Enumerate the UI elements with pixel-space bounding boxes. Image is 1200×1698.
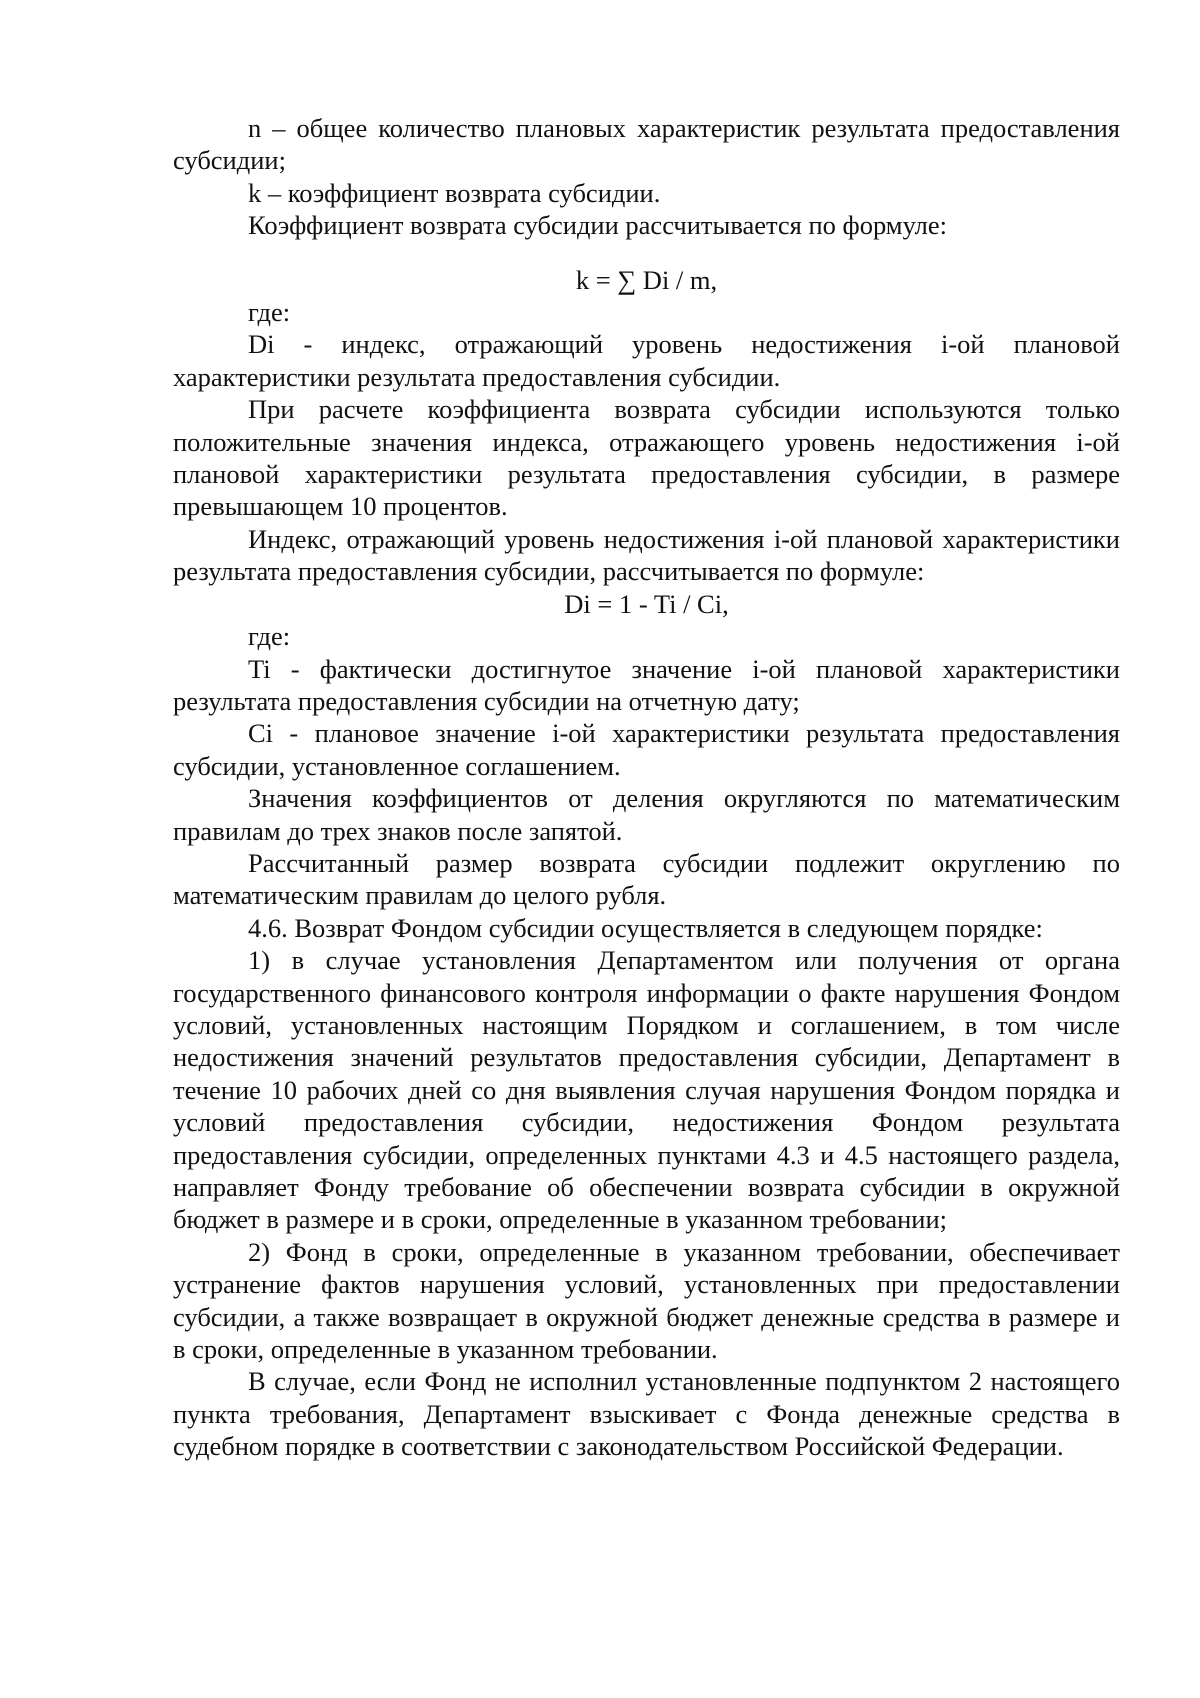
formula-di: Di = 1 - Ti / Ci, bbox=[564, 588, 729, 619]
paragraph-ci-definition: Ci - плановое значение i-ой характеристики результата предоставления субсидии, установленное соглашением. bbox=[173, 718, 1120, 781]
paragraph-rounding-refund: Рассчитанный размер возврата субсидии подлежит округлению по математическим правилам до целого рубля. bbox=[173, 847, 1120, 911]
paragraph-section-4-6: 4.6. Возврат Фондом субсидии осуществляется в следующем порядке: bbox=[248, 912, 1043, 943]
paragraph-item-1: 1) в случае установления Департаментом или получения от органа государственного финансового контроля информации о факте нарушения Фондом условий, установленных настоящим Порядком и соглашением, в том числе недостижения значений результатов предоставления субсидии, Департамент в течение 10 рабочих дней со дня выявления случая нарушения Фондом порядка и условий предоставления субсидии, недостижения Фондом результата предоставления субсидии, определенных пунктами 4.3 и 4.5 настоящего раздела, направляет Фонду требование об обеспечении возврата субсидии в окружной бюджет в размере и в сроки, определенные в указанном требовании; bbox=[173, 945, 1120, 1235]
paragraph-where-1: где: bbox=[248, 297, 291, 328]
paragraph-n-definition: n – общее количество плановых характеристик результата предоставления субсидии; bbox=[173, 113, 1120, 176]
paragraph-court-recovery: В случае, если Фонд не исполнил установленные подпунктом 2 настоящего пункта требования, Департамент взыскивает с Фонда денежные средства в судебном порядке в соответствии с законодательством Российской Федерации. bbox=[173, 1366, 1120, 1462]
paragraph-ti-definition: Ti - фактически достигнутое значение i-ой плановой характеристики результата предоставления субсидии на отчетную дату; bbox=[173, 653, 1120, 716]
paragraph-di-definition: Di - индекс, отражающий уровень недостижения i-ой плановой характеристики результата предоставления субсидии. bbox=[173, 329, 1120, 392]
paragraph-k-formula-intro: Коэффициент возврата субсидии рассчитывается по формуле: bbox=[248, 210, 948, 241]
paragraph-rounding-coefficients: Значения коэффициентов от деления округляются по математическим правилам до трех знаков после запятой. bbox=[173, 783, 1120, 846]
paragraph-positive-values: При расчете коэффициента возврата субсидии используются только положительные значения индекса, отражающего уровень недостижения i-ой плановой характеристики результата предоставления субсидии, в размере превышающем 10 процентов. bbox=[173, 394, 1120, 522]
paragraph-di-formula-intro: Индекс, отражающий уровень недостижения i-ой плановой характеристики результата предоставления субсидии, рассчитывается по формуле: bbox=[173, 523, 1120, 587]
paragraph-item-2: 2) Фонд в сроки, определенные в указанном требовании, обеспечивает устранение фактов нарушения условий, установленных при предоставлении субсидии, а также возвращает в окружной бюджет денежные средства в размере и в сроки, определенные в указанном требовании. bbox=[173, 1236, 1120, 1365]
formula-k: k = ∑ Di / m, bbox=[575, 264, 718, 295]
paragraph-k-definition: k – коэффициент возврата субсидии. bbox=[248, 177, 661, 208]
document-body bbox=[173, 112, 1120, 1463]
paragraph-where-2: где: bbox=[248, 621, 291, 652]
